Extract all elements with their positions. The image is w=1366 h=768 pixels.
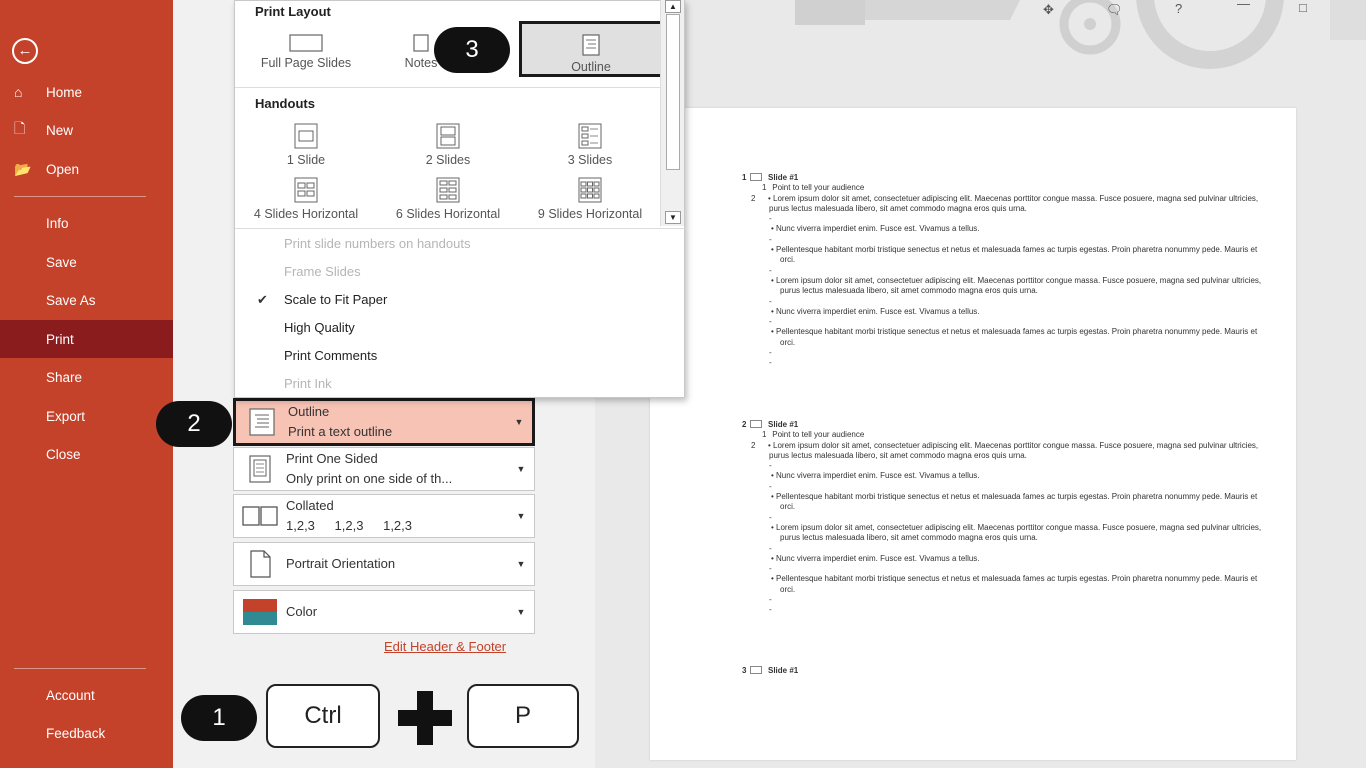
print-layout-heading: Print Layout — [255, 4, 331, 19]
check-print-ink[interactable] — [235, 370, 661, 398]
bullet-text: Nunc viverra imperdiet enim. Fusce est. Vivamus a tellus. — [776, 553, 980, 563]
point-text: Point to tell your audience — [772, 430, 865, 440]
collation-select[interactable] — [233, 494, 535, 538]
slide-number: 1 — [742, 173, 747, 182]
option-label: 1 Slide — [286, 153, 326, 167]
outline-slide-3 — [742, 666, 1262, 676]
scroll-down-icon[interactable]: ▼ — [665, 211, 681, 224]
handout-4-slides-icon — [293, 177, 319, 203]
sidebar-item-label: Open — [46, 161, 80, 177]
sidebar-item-close[interactable] — [0, 435, 173, 473]
check-label: Print slide numbers on handouts — [284, 236, 471, 251]
outline-option-icon — [581, 34, 601, 56]
option-label: 3 Slides — [567, 153, 613, 167]
option-label: 6 Slides Horizontal — [395, 207, 501, 221]
slide-thumb-icon — [750, 666, 762, 674]
ctrl-key: Ctrl — [266, 684, 380, 748]
sidebar-item-label: Save — [46, 254, 77, 270]
bullet-text: Nunc viverra imperdiet enim. Fusce est. Vivamus a tellus. — [776, 306, 980, 316]
bullet-text: Pellentesque habitant morbi tristique senectus et netus et malesuada fames ac turpis egestas. Proin pharetra nonummy pede. Mauris et orci. — [776, 574, 1258, 594]
sidebar-item-label: New — [46, 122, 74, 138]
color-swatch-icon — [234, 590, 286, 634]
dropdown-divider — [235, 87, 661, 88]
sidebar-divider — [14, 668, 146, 669]
setting-subtitle: Only print on one side of th... — [286, 471, 453, 486]
sidebar-item-home[interactable] — [0, 73, 173, 111]
slide-number: 2 — [742, 420, 747, 429]
print-sides-select[interactable] — [233, 447, 535, 491]
dropdown-scrollbar[interactable] — [660, 0, 684, 226]
check-label: Scale to Fit Paper — [284, 292, 388, 307]
outline-doc-icon — [236, 400, 288, 444]
bullet-text: Pellentesque habitant morbi tristique senectus et netus et malesuada fames ac turpis egestas. Proin pharetra nonummy pede. Mauris et orci. — [776, 492, 1258, 512]
sidebar-item-label: Save As — [46, 292, 96, 308]
sidebar-item-save-as[interactable] — [0, 281, 173, 319]
setting-title: Outline — [288, 404, 330, 419]
option-label: 2 Slides — [425, 153, 471, 167]
bullet-text: Lorem ipsum dolor sit amet, consectetuer adipiscing elit. Maecenas porttitor congue massa. Fusce posuere, magna sed pulvinar ultricies, purus lectus malesuada libero, sit amet commodo magna eros quis urna. — [769, 440, 1259, 460]
orientation-select[interactable] — [233, 542, 535, 586]
step-badge-2: 2 — [156, 401, 232, 447]
sidebar-divider — [14, 196, 146, 197]
slide-title: Slide #1 — [768, 666, 799, 675]
handout-option-2-slides[interactable] — [377, 123, 519, 167]
dropdown-divider — [235, 228, 685, 229]
sidebar-item-label: Info — [46, 215, 69, 231]
open-icon: 📂 — [14, 160, 32, 177]
level-number: 1 — [762, 430, 767, 440]
sidebar-item-share[interactable] — [0, 358, 173, 396]
new-icon: 🗋 — [14, 120, 26, 136]
sidebar-item-print[interactable] — [0, 320, 173, 358]
option-label: 9 Slides Horizontal — [537, 207, 643, 221]
handout-9-slides-icon — [577, 177, 603, 203]
bullet-text: Pellentesque habitant morbi tristique senectus et netus et malesuada fames ac turpis egestas. Proin pharetra nonummy pede. Mauris et orci. — [776, 245, 1258, 265]
bullet-text: Pellentesque habitant morbi tristique senectus et netus et malesuada fames ac turpis egestas. Proin pharetra nonummy pede. Mauris et orci. — [776, 327, 1258, 347]
color-select[interactable] — [233, 590, 535, 634]
check-print-slide-numbers[interactable] — [235, 230, 661, 258]
sidebar-item-save[interactable] — [0, 243, 173, 281]
point-text: Point to tell your audience — [772, 183, 865, 193]
minimize-icon[interactable]: — — [1237, 0, 1250, 11]
bullet-text: Lorem ipsum dolor sit amet, consectetuer adipiscing elit. Maecenas porttitor congue massa. Fusce posuere, magna sed pulvinar ultricies, purus lectus malesuada libero, sit amet commodo magna eros quis urna. — [776, 522, 1262, 543]
check-label: Frame Slides — [284, 264, 361, 279]
chevron-down-icon: ▼ — [514, 417, 524, 427]
slide-title: Slide #1 — [768, 420, 799, 429]
notes-page-icon — [411, 34, 431, 52]
sidebar-item-label: Account — [46, 687, 95, 703]
level-number: 2 — [751, 193, 756, 203]
handout-1-slide-icon — [293, 123, 319, 149]
step-badge-3: 3 — [434, 27, 510, 73]
handout-option-1-slide[interactable] — [235, 123, 377, 167]
check-label: Print Comments — [284, 348, 378, 363]
check-frame-slides[interactable] — [235, 258, 661, 286]
bullet-text: Nunc viverra imperdiet enim. Fusce est. Vivamus a tellus. — [776, 224, 980, 234]
check-print-comments[interactable] — [235, 342, 661, 370]
handout-2-slides-icon — [435, 123, 461, 149]
slide-thumb-icon — [750, 420, 762, 428]
handouts-heading: Handouts — [255, 96, 315, 111]
level-number: 1 — [762, 183, 767, 193]
sidebar-item-label: Share — [46, 369, 83, 385]
slide-thumb-icon — [750, 173, 762, 181]
handout-3-slides-icon — [577, 123, 603, 149]
chevron-down-icon: ▼ — [516, 559, 526, 569]
handout-6-slides-icon — [435, 177, 461, 203]
setting-title: Collated — [286, 498, 334, 513]
collation-seq: 1,2,3 — [286, 518, 315, 533]
layout-option-outline[interactable] — [519, 21, 663, 77]
sidebar-item-feedback[interactable] — [0, 714, 173, 752]
cursor-move-icon[interactable]: ✥ — [1043, 2, 1054, 17]
checkmark-icon: ✔ — [257, 292, 268, 307]
setting-title: Print One Sided — [286, 451, 378, 466]
check-label: High Quality — [284, 320, 355, 335]
option-label: Notes — [404, 56, 438, 70]
edit-header-footer-link[interactable]: Edit Header & Footer — [384, 639, 507, 654]
p-key: P — [467, 684, 579, 748]
sidebar-item-label: Home — [46, 84, 83, 100]
portrait-page-icon — [234, 542, 286, 586]
option-label: 4 Slides Horizontal — [253, 207, 359, 221]
bullet-text: Nunc viverra imperdiet enim. Fusce est. Vivamus a tellus. — [776, 471, 980, 481]
chevron-down-icon: ▼ — [516, 464, 526, 474]
sidebar-item-export[interactable] — [0, 397, 173, 435]
setting-title: Portrait Orientation — [286, 556, 396, 571]
collated-icon — [234, 494, 286, 538]
handout-option-3-slides[interactable] — [519, 123, 661, 167]
setting-title: Color — [286, 604, 318, 619]
step-badge-1: 1 — [181, 695, 257, 741]
handout-option-4-horizontal[interactable] — [235, 177, 377, 221]
sidebar-item-label: Feedback — [46, 725, 106, 741]
bullet-text: Lorem ipsum dolor sit amet, consectetuer adipiscing elit. Maecenas porttitor congue massa. Fusce posuere, magna sed pulvinar ultricies, purus lectus malesuada libero, sit amet commodo magna eros quis urna. — [776, 275, 1262, 296]
check-scale-to-fit[interactable] — [235, 286, 661, 314]
option-label: Full Page Slides — [260, 56, 352, 70]
handout-option-6-horizontal[interactable] — [377, 177, 519, 221]
check-high-quality[interactable] — [235, 314, 661, 342]
outline-slide-2: 2 Slide #1 1 Point to tell your audience 2 • Lorem ipsum dolor sit amet, consectetuer adipiscing elit. Maecenas porttitor congue massa. Fusce posuere, magna sed pulvinar ultricies, purus lectus malesuada libero, sit amet commodo magna eros quis urna. - • Nunc viverra imperdiet enim. Fusce est. Vivamus a tellus. - • Pellentesque habitant morbi tristique senectus et netus et malesuada fames ac turpis egestas. Proin pharetra nonummy pede. Mauris et orci. - • Lorem ipsum dolor sit amet, consectetuer adipiscing elit. Maecenas porttitor congue massa. Fusce posuere, magna sed pulvinar ultricies, purus lectus malesuada libero, sit amet commodo magna eros quis urna. - • Nunc viverra imperdiet enim. Fusce est. Vivamus a tellus. - • Pellentesque habitant morbi tristique senectus et netus et malesuada fames ac turpis egestas. Proin pharetra nonummy pede. Mauris et orci. - - — [742, 420, 1262, 615]
home-icon: ⌂ — [14, 84, 23, 100]
check-label: Print Ink — [284, 376, 332, 391]
sidebar-item-label: Export — [46, 408, 86, 424]
slide-number: 3 — [742, 666, 747, 675]
chevron-down-icon: ▼ — [516, 607, 526, 617]
sidebar-item-account[interactable] — [0, 676, 173, 714]
one-sided-icon — [234, 447, 286, 491]
outline-slide-1: 1 Slide #1 1 Point to tell your audience 2 • Lorem ipsum dolor sit amet, consectetuer adipiscing elit. Maecenas porttitor congue massa. Fusce posuere, magna sed pulvinar ultricies, purus lectus malesuada libero, sit amet commodo magna eros quis urna. - • Nunc viverra imperdiet enim. Fusce est. Vivamus a tellus. - • Pellentesque habitant morbi tristique senectus et netus et malesuada fames ac turpis egestas. Proin pharetra nonummy pede. Mauris et orci. - • Lorem ipsum dolor sit amet, consectetuer adipiscing elit. Maecenas porttitor congue massa. Fusce posuere, magna sed pulvinar ultricies, purus lectus malesuada libero, sit amet commodo magna eros quis urna. - • Nunc viverra imperdiet enim. Fusce est. Vivamus a tellus. - • Pellentesque habitant morbi tristique senectus et netus et malesuada fames ac turpis egestas. Proin pharetra nonummy pede. Mauris et orci. - - — [742, 173, 1262, 368]
bullet-text: Lorem ipsum dolor sit amet, consectetuer adipiscing elit. Maecenas porttitor congue massa. Fusce posuere, magna sed pulvinar ultricies, purus lectus malesuada libero, sit amet commodo magna eros quis urna. — [769, 193, 1259, 213]
sidebar-item-label: Close — [46, 446, 81, 462]
handout-option-9-horizontal[interactable] — [519, 177, 661, 221]
sidebar-item-label: Print — [46, 331, 74, 347]
backstage-sidebar — [0, 0, 173, 768]
plus-icon — [398, 691, 452, 745]
collation-seq: 1,2,3 — [383, 518, 413, 533]
collation-seq: 1,2,3 — [334, 518, 364, 533]
level-number: 2 — [751, 440, 756, 450]
back-arrow-icon[interactable]: ← — [12, 38, 38, 64]
print-layout-select[interactable] — [233, 398, 535, 446]
setting-subtitle: Print a text outline — [288, 424, 393, 439]
chevron-down-icon: ▼ — [516, 511, 526, 521]
slide-title: Slide #1 — [768, 173, 799, 182]
full-page-slides-icon — [289, 34, 323, 52]
layout-option-full-page[interactable] — [235, 34, 377, 70]
sidebar-item-info[interactable] — [0, 204, 173, 242]
scroll-up-icon[interactable]: ▲ — [665, 0, 681, 13]
sidebar-item-new[interactable] — [0, 111, 173, 149]
scrollbar-thumb[interactable] — [666, 14, 680, 170]
comment-icon[interactable]: 🗨 — [1106, 2, 1123, 17]
restore-icon[interactable]: □ — [1299, 0, 1307, 15]
option-label: Outline — [571, 60, 611, 74]
title-bar-decoration — [770, 0, 1366, 100]
sidebar-item-open[interactable] — [0, 150, 173, 188]
help-icon[interactable]: ? — [1175, 1, 1183, 16]
